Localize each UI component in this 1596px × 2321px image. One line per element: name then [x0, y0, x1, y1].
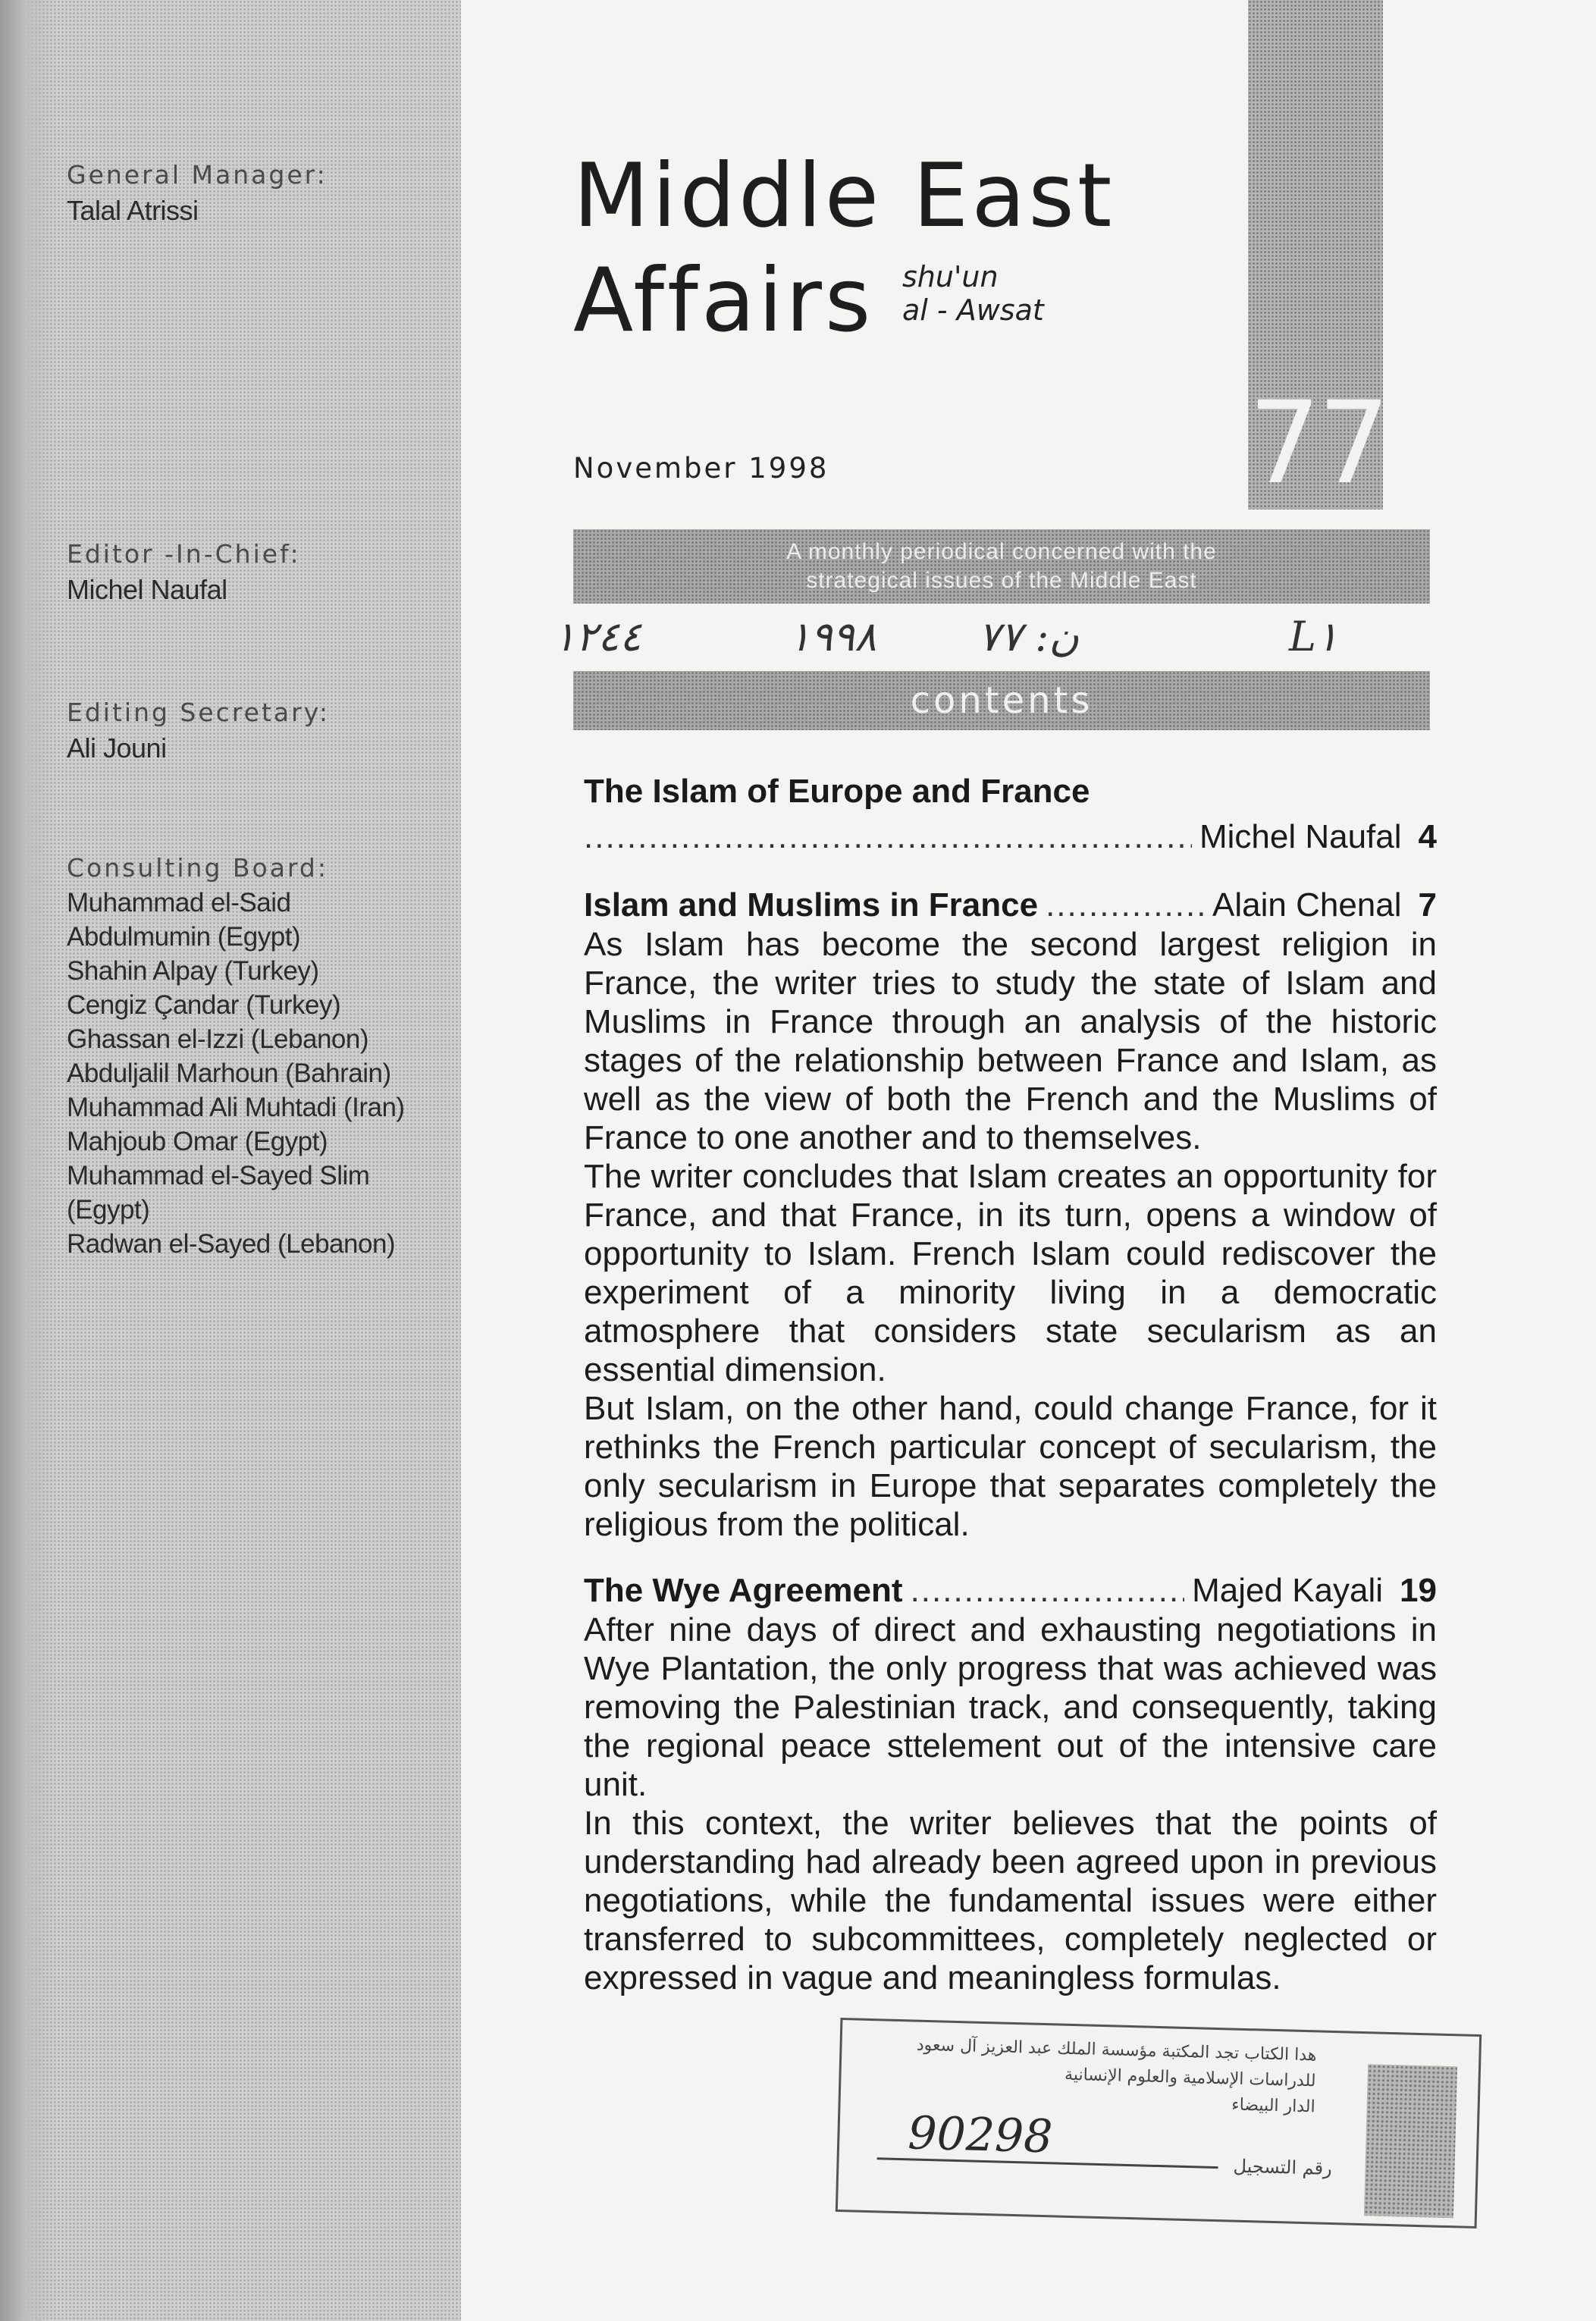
board-member: Radwan el-Sayed (Lebanon) — [67, 1229, 396, 1259]
board-member: Muhammad el-Said — [67, 888, 291, 917]
stamp-line-2: للدراسات الإسلامية والعلوم الإنسانية — [1064, 2065, 1316, 2091]
tagline-line-1: A monthly periodical concerned with the — [786, 539, 1217, 564]
article-author: Alain Chenal — [1212, 886, 1402, 924]
title-line-2: Affairs — [573, 249, 874, 352]
consulting-board-list — [67, 886, 405, 1261]
article-page: 19 — [1400, 1572, 1437, 1609]
masthead-sidebar — [0, 0, 461, 2321]
binding-spine — [0, 0, 53, 2321]
article-2 — [584, 886, 1437, 1544]
summary-paragraph: The writer concludes that Islam creates an opportunity for France, and that France, in its turn, opens a window of opportunity to Islam. French Islam could rediscover the experiment of a minority living in a democratic atmosphere that considers state secularism as an essential dimension. — [584, 1158, 1437, 1388]
board-member: (Egypt) — [67, 1195, 150, 1225]
article-author: Michel Naufal — [1199, 818, 1402, 855]
handwritten-number: ن: ٧٧ — [978, 613, 1080, 660]
contents-heading: contents — [573, 671, 1430, 730]
board-member: Shahin Alpay (Turkey) — [67, 956, 319, 986]
library-stamp — [836, 2018, 1482, 2228]
board-member: Muhammad Ali Muhtadi (Iran) — [67, 1093, 405, 1122]
leader-dots — [911, 1571, 1185, 1611]
handwritten-year: ١٩٩٨ — [789, 613, 877, 660]
article-page: 4 — [1418, 818, 1437, 855]
article-1 — [584, 772, 1437, 857]
summary-paragraph: After nine days of direct and exhausting negotiations in Wye Plantation, the only progress that was achieved was removing the Palestinian track, and consequently, taking the regional peace sttelement out of the intensive care unit. — [584, 1611, 1437, 1803]
stamp-line-3: الدار البيضاء — [1231, 2095, 1315, 2117]
subtitle-line-2: al - Awsat — [902, 293, 1044, 327]
board-member: Mahjoub Omar (Egypt) — [67, 1127, 328, 1156]
general-manager-role: General Manager: — [67, 160, 328, 190]
subtitle-line-1: shu'un — [902, 260, 999, 293]
consulting-board-block — [67, 851, 405, 1261]
stamp-line-1: هدا الكتاب تجد المكتبة مؤسسة الملك عبد العزيز آل سعود — [916, 2035, 1317, 2065]
article-byline — [584, 817, 1437, 857]
tagline-banner — [573, 529, 1430, 604]
article-title: The Islam of Europe and France — [584, 773, 1090, 810]
editor-in-chief-role: Editor -In-Chief: — [67, 539, 301, 569]
tagline-line-2: strategical issues of the Middle East — [806, 568, 1197, 593]
editor-in-chief-name: Michel Naufal — [67, 574, 227, 605]
article-heading — [584, 886, 1437, 925]
editing-secretary-role: Editing Secretary: — [67, 698, 330, 727]
article-heading — [584, 1571, 1437, 1611]
title-line-1: Middle East — [573, 145, 1115, 247]
consulting-board-role: Consulting Board: — [67, 853, 328, 883]
handwritten-code: ١٢٤٤ — [553, 613, 642, 660]
handwritten-mark: L١ — [1289, 613, 1338, 660]
board-member: Abdulmumin (Egypt) — [67, 922, 301, 952]
general-manager-name: Talal Atrissi — [67, 195, 199, 226]
editing-secretary-name: Ali Jouni — [67, 732, 167, 764]
general-manager-block — [67, 158, 328, 229]
leader-dots — [1046, 886, 1205, 925]
article-title: Islam and Muslims in France — [584, 886, 1039, 924]
stamp-registration-number: 90298 — [907, 2106, 1054, 2164]
board-member: Ghassan el-Izzi (Lebanon) — [67, 1024, 368, 1054]
magazine-subtitle — [902, 260, 1044, 327]
article-summary — [584, 925, 1437, 1544]
issue-date: November 1998 — [573, 452, 829, 485]
editor-in-chief-block — [67, 537, 301, 608]
issue-number: 77 — [1248, 378, 1387, 510]
summary-paragraph: In this context, the writer believes that the points of understanding had already been agreed upon in previous negotiations, while the fundamental issues were either transferred to subcommittees, completely neglected or expressed in vague and meaningless formulas. — [584, 1805, 1437, 1996]
article-page: 7 — [1418, 886, 1437, 924]
article-summary — [584, 1611, 1437, 1997]
article-title: The Wye Agreement — [584, 1572, 903, 1609]
summary-paragraph: As Islam has become the second largest religion in France, the writer tries to study the state of Islam and Muslims in France through an analysis of the historic stages of the relationship between France and Islam, as well as the view of both the French and the Muslims of France to one another and to themselves. — [584, 926, 1437, 1156]
summary-paragraph: But Islam, on the other hand, could change France, for it rethinks the French particular concept of secularism, the only secularism in Europe that separates completely the religious from the political. — [584, 1390, 1437, 1543]
board-member: Abduljalil Marhoun (Bahrain) — [67, 1059, 391, 1088]
stamp-photo — [1364, 2064, 1457, 2218]
leader-dots — [584, 817, 1192, 857]
board-member: Cengiz Çandar (Turkey) — [67, 990, 341, 1020]
board-member: Muhammad el-Sayed Slim — [67, 1161, 370, 1190]
article-3 — [584, 1571, 1437, 1997]
article-author: Majed Kayali — [1192, 1572, 1384, 1609]
stamp-registration-label: رقم التسجيل — [1233, 2155, 1333, 2180]
editing-secretary-block — [67, 695, 330, 767]
